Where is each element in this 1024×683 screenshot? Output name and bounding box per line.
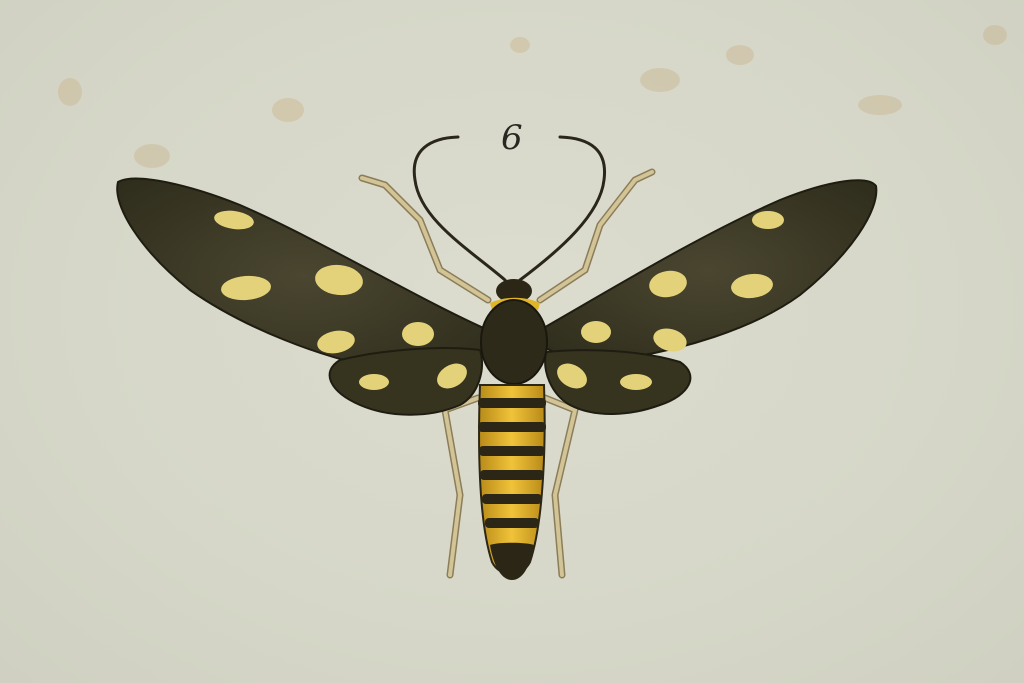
spot xyxy=(752,211,784,229)
abdomen xyxy=(478,385,546,580)
left-forewing xyxy=(117,179,488,373)
foxing-stains xyxy=(58,25,1007,168)
spot xyxy=(402,322,434,346)
spot xyxy=(581,321,611,343)
spot xyxy=(359,374,389,390)
spot xyxy=(620,374,652,390)
figure-number: 6 xyxy=(501,118,523,158)
hindleg-left xyxy=(445,398,478,575)
thorax xyxy=(481,300,547,384)
antenna-left xyxy=(414,137,505,280)
